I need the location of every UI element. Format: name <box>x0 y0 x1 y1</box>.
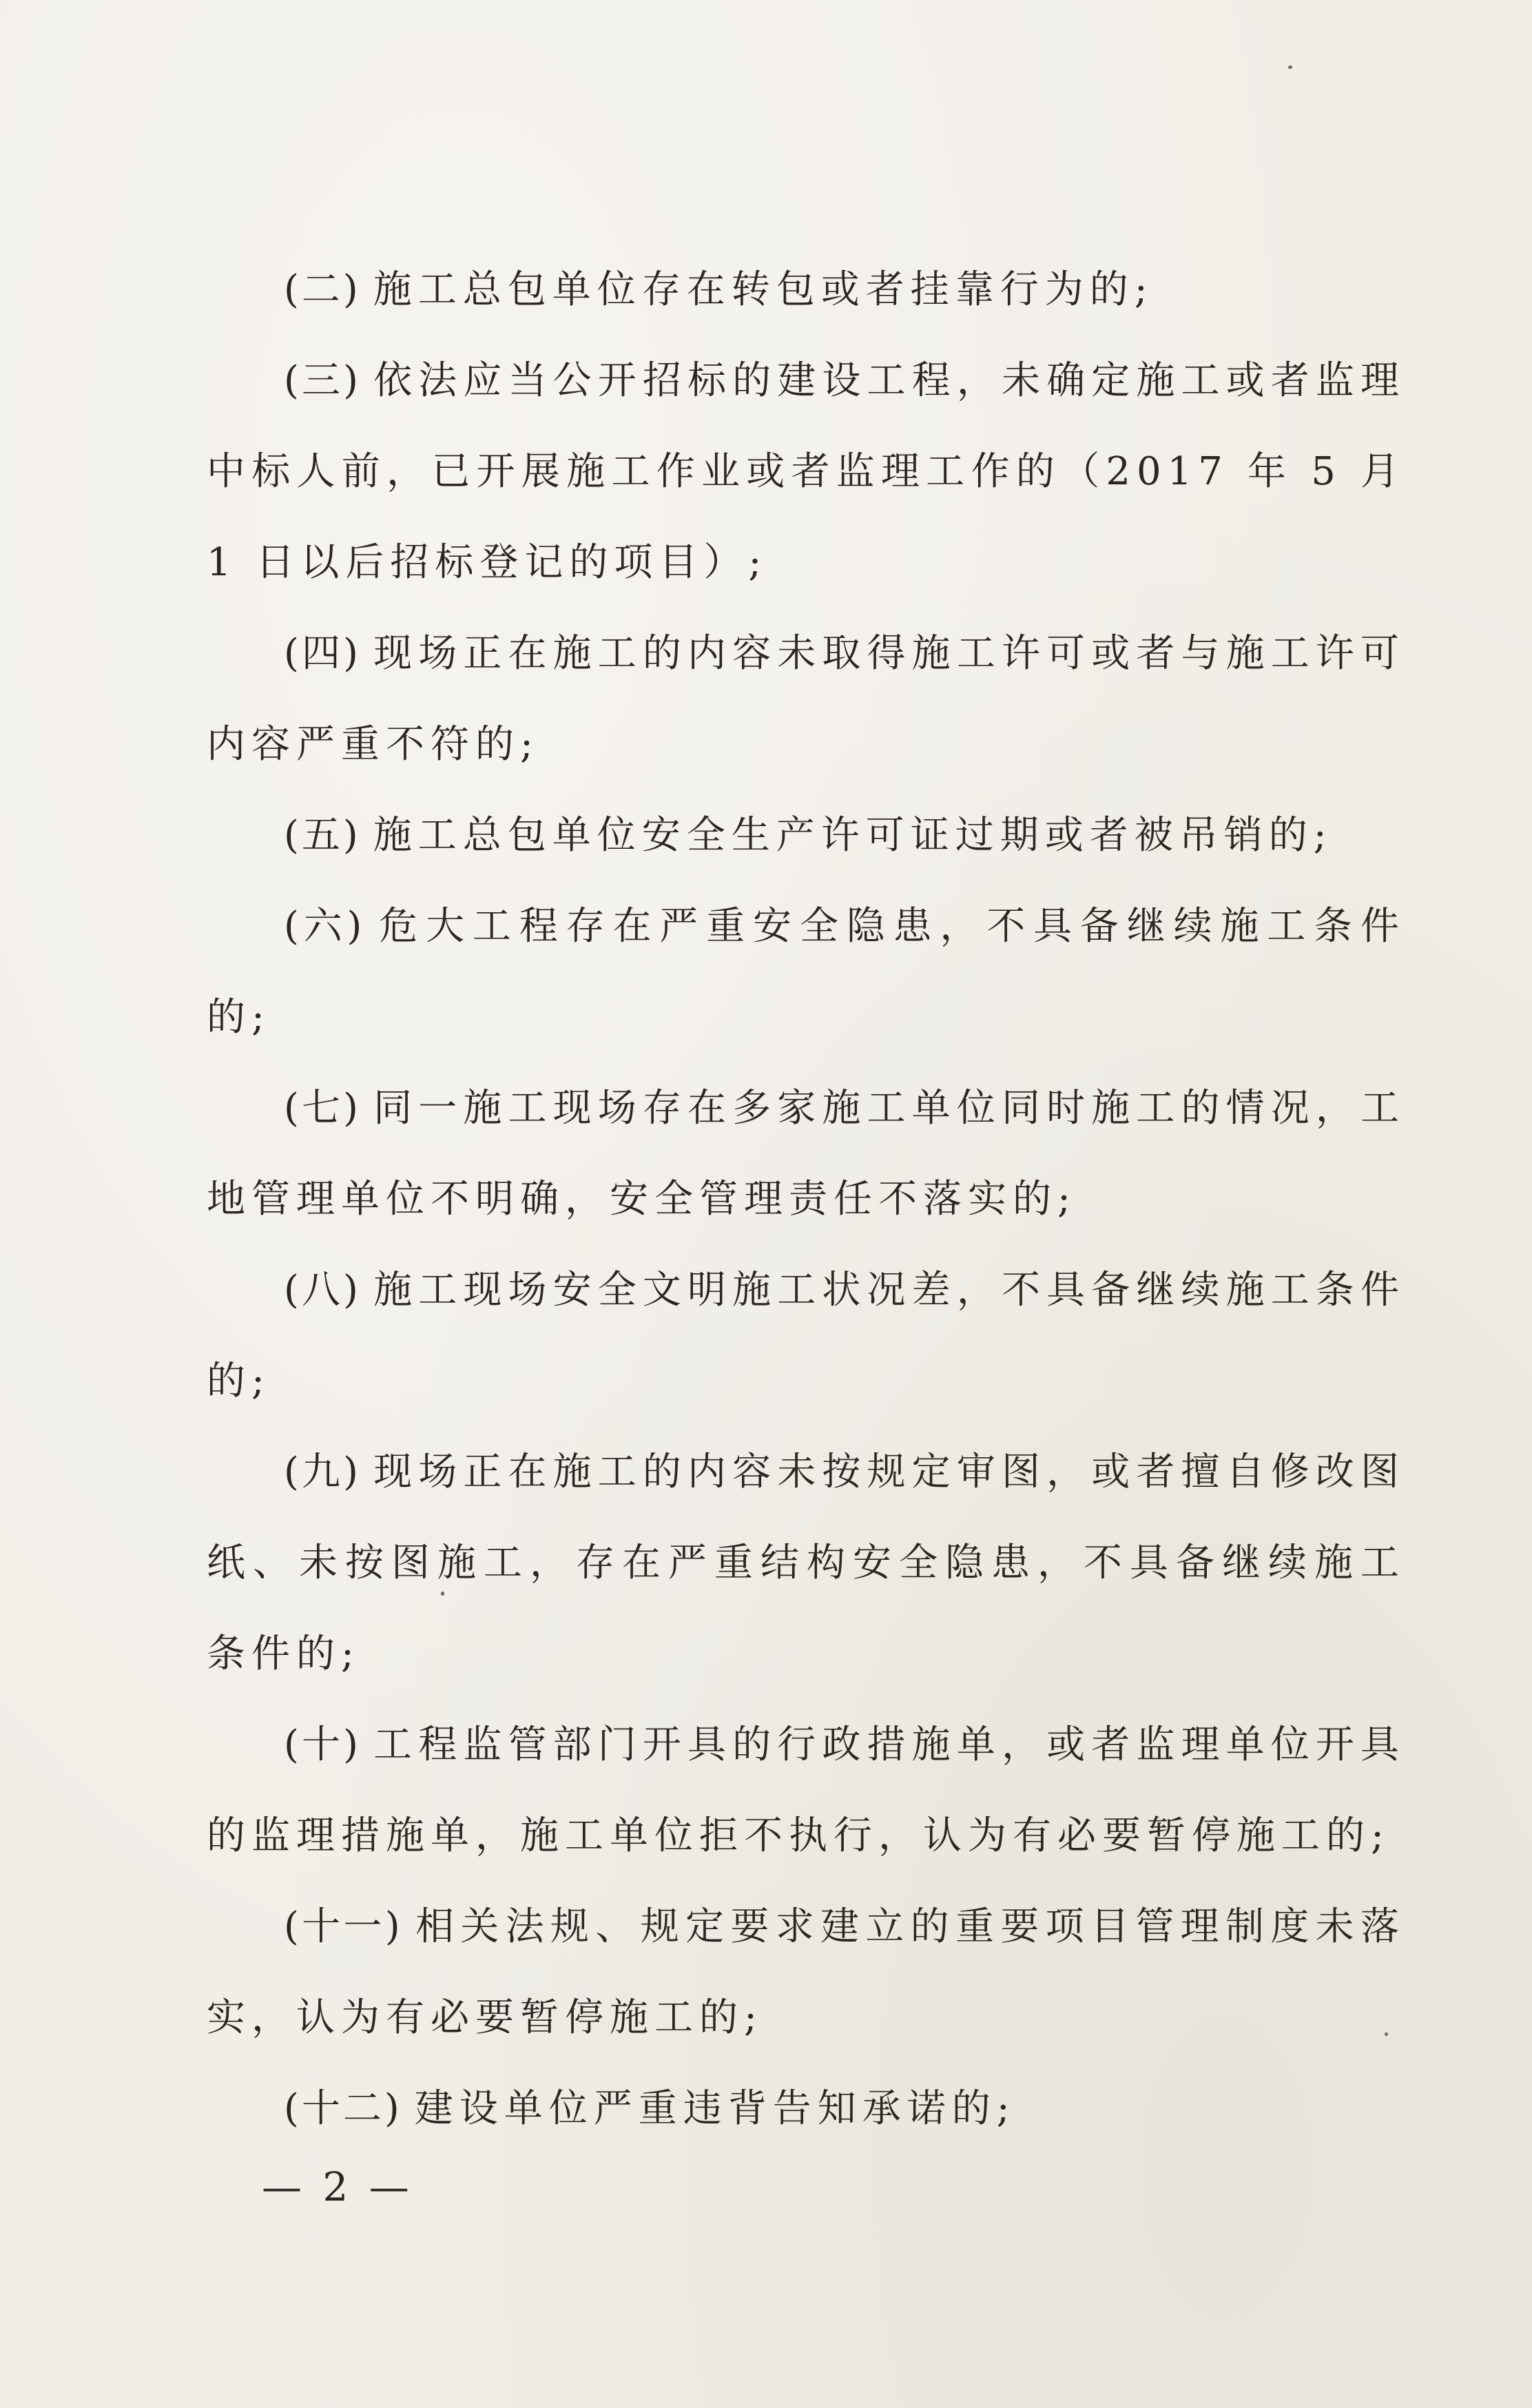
clause-marker: (十一) <box>284 1904 403 1949</box>
page-number: — 2 — <box>262 2163 413 2210</box>
clause-text: 相关法规、规定要求建立的重要项目管理制度未落实，认为有必要暂停施工的; <box>207 1904 1406 2040</box>
clause-text: 施工总包单位存在转包或者挂靠行为的; <box>373 267 1154 312</box>
clause-marker: (八) <box>284 1268 361 1313</box>
clause-text: 现场正在施工的内容未取得施工许可或者与施工许可内容严重不符的; <box>207 631 1406 767</box>
scan-speck <box>1288 65 1292 69</box>
clause-paragraph <box>207 336 1405 608</box>
clause-marker: (六) <box>284 904 365 949</box>
clause-text: 建设单位严重违背告知承诺的; <box>414 2086 1016 2131</box>
clause-paragraph <box>207 608 1405 790</box>
clause-paragraph <box>207 245 1405 336</box>
clause-paragraph <box>207 1882 1405 2064</box>
document-body <box>207 245 1405 2154</box>
clause-paragraph <box>207 1063 1405 1245</box>
clause-marker: (二) <box>284 267 361 312</box>
scan-speck <box>1385 2033 1388 2036</box>
clause-paragraph <box>207 1245 1405 1427</box>
clause-text: 危大工程存在严重安全隐患，不具备继续施工条件的; <box>207 904 1405 1040</box>
clause-marker: (十二) <box>284 2086 402 2131</box>
clause-paragraph <box>207 1427 1405 1700</box>
clause-marker: (十) <box>284 1722 361 1767</box>
clause-paragraph <box>207 790 1405 881</box>
clause-text: 工程监管部门开具的行政措施单，或者监理单位开具的监理措施单，施工单位拒不执行，认为有必要暂停施工的; <box>207 1722 1406 1858</box>
clause-text: 依法应当公开招标的建设工程，未确定施工或者监理中标人前，已开展施工作业或者监理工作的（2017 年 5 月 1 日以后招标登记的项目）; <box>207 358 1406 585</box>
clause-marker: (五) <box>284 813 361 858</box>
clause-paragraph <box>207 2064 1405 2154</box>
clause-text: 施工现场安全文明施工状况差，不具备继续施工条件的; <box>207 1268 1406 1403</box>
clause-paragraph <box>207 1700 1405 1882</box>
clause-text: 同一施工现场存在多家施工单位同时施工的情况，工地管理单位不明确，安全管理责任不落实的; <box>207 1086 1406 1222</box>
clause-marker: (三) <box>284 358 361 403</box>
clause-marker: (四) <box>284 631 361 676</box>
clause-paragraph <box>207 881 1405 1063</box>
clause-text: 施工总包单位安全生产许可证过期或者被吊销的; <box>373 813 1333 858</box>
clause-text: 现场正在施工的内容未按规定审图，或者擅自修改图纸、未按图施工，存在严重结构安全隐患，不具备继续施工条件的; <box>207 1450 1406 1676</box>
clause-marker: (九) <box>284 1450 361 1494</box>
clause-marker: (七) <box>284 1086 361 1131</box>
scan-speck <box>441 1592 444 1596</box>
